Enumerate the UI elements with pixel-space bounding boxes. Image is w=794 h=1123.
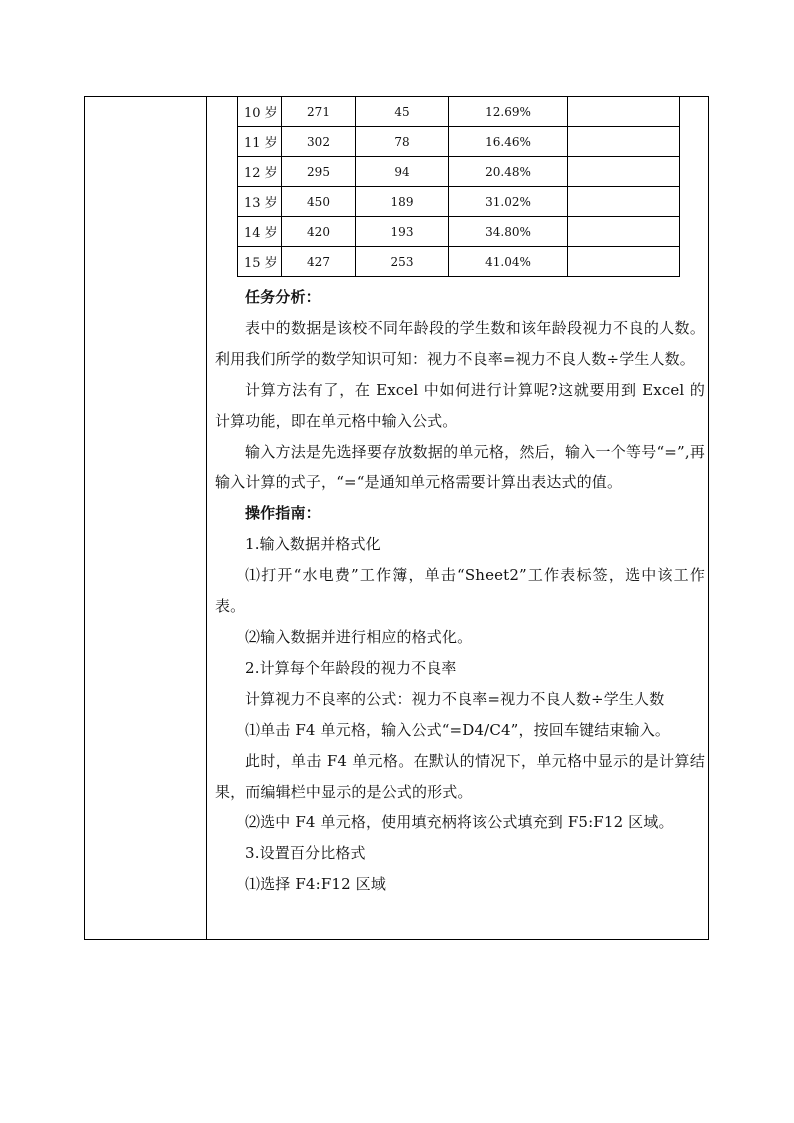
step-1-title: 1.输入数据并格式化 [245,535,381,554]
step-2a-note: 此时，单击 F4 单元格。在默认的情况下，单元格中显示的是计算结果，而编辑栏中显示的是公式的形式。 [215,751,705,801]
table-row [238,247,680,277]
table-row [238,127,680,157]
poor-vision-cell: 45 [356,97,449,127]
empty-cell [568,187,680,217]
step-1b: ⑵输入数据并进行相应的格式化。 [245,627,473,646]
table-row [238,97,680,127]
empty-cell [568,157,680,187]
rate-cell: 41.04% [449,247,568,277]
students-cell: 420 [282,217,356,247]
rate-cell: 20.48% [449,157,568,187]
students-cell: 450 [282,187,356,217]
step-2a: ⑴单击 F4 单元格，输入公式“=D4/C4”，按回车键结束输入。 [245,720,670,739]
poor-vision-cell: 94 [356,157,449,187]
table-row [238,217,680,247]
empty-cell [568,217,680,247]
step-1a: ⑴打开“水电费”工作簿，单击“Sheet2”工作表标签，选中该工作表。 [215,566,705,616]
task-analysis-heading: 任务分析： [245,288,321,306]
age-cell: 12 岁 [238,157,282,187]
lesson-content [215,282,705,900]
age-cell: 13 岁 [238,187,282,217]
step-2-title: 2.计算每个年龄段的视力不良率 [245,658,457,677]
step-3-title: 3.设置百分比格式 [245,844,366,863]
empty-cell [568,247,680,277]
age-cell: 15 岁 [238,247,282,277]
step-2-formula: 计算视力不良率的公式：视力不良率=视力不良人数÷学生人数 [245,689,665,708]
table-row [238,187,680,217]
paragraph-data-meaning: 表中的数据是该校不同年龄段的学生数和该年龄段视力不良的人数。利用我们所学的数学知识可知：视力不良率=视力不良人数÷学生人数。 [215,318,705,368]
step-2b: ⑵选中 F4 单元格，使用填充柄将该公式填充到 F5:F12 区域。 [245,813,674,832]
poor-vision-cell: 189 [356,187,449,217]
age-cell: 14 岁 [238,217,282,247]
rate-cell: 34.80% [449,217,568,247]
students-cell: 271 [282,97,356,127]
poor-vision-cell: 193 [356,217,449,247]
poor-vision-cell: 78 [356,127,449,157]
rate-cell: 12.69% [449,97,568,127]
paragraph-input-method: 输入方法是先选择要存放数据的单元格，然后，输入一个等号“=”,再输入计算的式子，“=“是通知单元格需要计算出表达式的值。 [215,442,705,492]
poor-vision-cell: 253 [356,247,449,277]
students-cell: 295 [282,157,356,187]
rate-cell: 31.02% [449,187,568,217]
rate-cell: 16.46% [449,127,568,157]
students-cell: 427 [282,247,356,277]
vision-data-table [237,96,680,277]
column-divider [206,97,207,939]
age-cell: 11 岁 [238,127,282,157]
paragraph-excel-calc: 计算方法有了，在 Excel 中如何进行计算呢?这就要用到 Excel 的计算功能，即在单元格中输入公式。 [215,380,705,430]
age-cell: 10 岁 [238,97,282,127]
operation-guide-heading: 操作指南： [245,504,321,523]
table-row [238,157,680,187]
empty-cell [568,127,680,157]
students-cell: 302 [282,127,356,157]
step-3a: ⑴选择 F4:F12 区域 [245,875,386,894]
empty-cell [568,97,680,127]
